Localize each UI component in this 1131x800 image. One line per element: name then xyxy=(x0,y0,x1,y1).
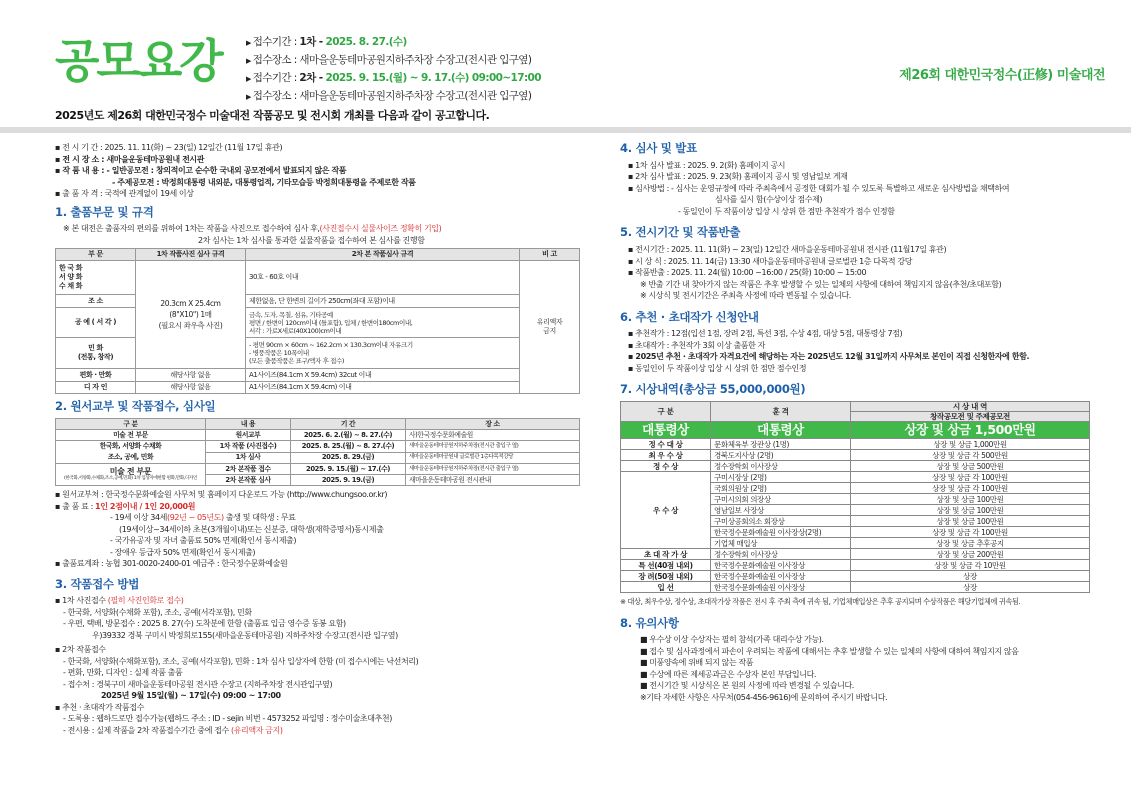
category-cell: 공 예 ( 서 각 ) xyxy=(56,308,136,338)
content-cell: 2차 본작품 접수 xyxy=(206,464,291,475)
info-line: ▪ 작 품 내 용 : - 일반공모전 : 창의적이고 순수한 국내외 공모전에서 발표되지 않은 작품 xyxy=(55,166,347,175)
header-line-1: ▶ 접수기간 : 1차 - 2025. 8. 27.(수) xyxy=(246,36,407,48)
note: ▪ 추천작가 : 12점(입선 1점, 장려 2점, 특선 3점, 수상 4점, 대상 5점, 대통령상 7점) xyxy=(628,329,903,339)
right-column xyxy=(620,142,1090,703)
col-header: 1차 작품사진 심사 규격 xyxy=(136,249,246,260)
info-line: ▪ 출 품 자 격 : 국적에 관계없이 19세 이상 xyxy=(55,189,194,198)
note: ▪ 1차 사진접수 (필히 사진인화로 접수) xyxy=(55,596,184,606)
group-cell: 한국화, 서양화 수채화 조소, 공예, 민화 xyxy=(56,441,206,464)
header-line-4: ▶ 접수장소 : 새마을운동테마공원지하주차장 수장고(전시관 입구옆) xyxy=(246,90,532,102)
date-cell: 2025. 8. 29.(금) xyxy=(291,452,406,464)
note: ■ 우수상 이상 수상자는 필히 참석(가족 대리수상 가능). xyxy=(640,635,824,645)
award-cell: 경북도지사상 (2명) xyxy=(711,450,851,461)
note: ▪ 원서교부처 : 한국정수문화예술원 사무처 및 홈페이지 다운로드 가능 (http://www.chungsoo.or.kr) xyxy=(55,490,388,500)
award-cell: 상장 및 상금 각 10만원 xyxy=(851,560,1090,571)
date-cell: 2025. 8. 25.(월) ~ 8. 27.(수) xyxy=(291,441,406,453)
note: ▪ 전시기간 : 2025. 11. 11(화) ~ 23(일) 12일간 새마을운동테마공원내 전시관 (11월17일 휴관) xyxy=(628,245,947,255)
category-cell: 한 국 화 서 양 화 수 채 화 xyxy=(56,260,136,294)
spec-cell: 금속, 도자, 목칠, 섬유, 기타공예 평면 / 한변이 120cm이내 (틀포함), 입체 / 한변이180cm이내, 서각 : 가로X세로(40X100)cm이내 xyxy=(246,308,520,338)
award-cell: 장 려(50점 내외) xyxy=(621,571,711,582)
award-cell: 상장 xyxy=(851,582,1090,593)
note: - 국가유공자 및 자녀 출품료 50% 면제(확인서 동시제출) xyxy=(110,536,297,546)
spec-cell: 30호 - 60호 이내 xyxy=(246,260,520,294)
date-cell: 2025. 6. 2.(월) ~ 8. 27.(수) xyxy=(291,430,406,441)
note: ■ 미풍양속에 위배 되지 않는 작품 xyxy=(640,658,754,668)
spec-cell: A1사이즈(84.1cm X 59.4cm) 이내 xyxy=(246,381,520,393)
note: ▪ 동일인이 두 작품이상 입상 시 상위 한 점만 점수인정 xyxy=(628,363,807,373)
date-cell: 2025. 9. 15.(월) ~ 17.(수) xyxy=(291,464,406,475)
place-cell: 새마을운동테마공원내 글로벌관 1층다목적강당 xyxy=(406,452,580,464)
award-cell: 구미상공회의소 회장상 xyxy=(711,516,851,527)
section-title: 5. 전시기간 및 작품반출 xyxy=(620,225,741,240)
note: ▪ 시 상 식 : 2025. 11. 14(금) 13:30 새마을운동테마공원내 글로벌관 1층 다목적 강당 xyxy=(628,256,913,266)
award-cell: 상장 xyxy=(851,571,1090,582)
info-line: ▪ 전 시 장 소 : 새마을운동테마공원내 전시관 xyxy=(55,154,205,164)
note: ※기타 자세한 사항은 사무처(054-456-9616)에 문의하여 주시기 바랍니다. xyxy=(640,692,888,702)
category-cell: 조 소 xyxy=(56,294,136,307)
section-title: 3. 작품접수 방법 xyxy=(55,576,140,591)
note: (19세이상~34세이하 초본(3개월이내)또는 신분증, 대학생(재학증명서)동시제출 xyxy=(119,524,384,534)
award-cell: 상장 및 상금 각 100만원 xyxy=(851,472,1090,483)
award-cell: 우 수 상 xyxy=(621,472,711,549)
award-cell: 상장 및 상금 100만원 xyxy=(851,505,1090,516)
category-cell: 민 화 (전통, 창작) xyxy=(56,338,136,369)
note: ※ 시상식 및 전시기간은 주최측 사정에 따라 변동될 수 있습니다. xyxy=(640,291,851,301)
award-cell: 상장 및 상금 100만원 xyxy=(851,494,1090,505)
award-cell: 한국정수문화예술원 이사장상(2명) xyxy=(711,527,851,538)
award-cell: 영남일보 사장상 xyxy=(711,505,851,516)
award-cell: 문화체육부 장관상 (1명) xyxy=(711,439,851,450)
divider xyxy=(0,127,1131,133)
section-title: 6. 추천 · 초대작가 신청안내 xyxy=(620,309,759,324)
intro-text: 2025년도 제26회 대한민국정수 미술대전 작품공모 및 전시회 개최를 다음과 같이 공고합니다. xyxy=(55,109,490,122)
note: - 한국화, 서양화(수채화 포함), 조소, 공예(서각포함), 민화 xyxy=(63,607,252,617)
note: - 접수처 : 경북구미 새마을운동테마공원 전시관 수장고 (지하주차장 전시관입구옆) xyxy=(63,679,333,689)
note: ▪ 출품료계좌 : 농협 301-0020-2400-01 예금주 : 한국정수문화예술원 xyxy=(55,559,288,569)
section-title: 8. 유의사항 xyxy=(620,615,679,630)
col-header: 창작공모전 및 주제공모전 xyxy=(851,412,1090,422)
col-header: 비 고 xyxy=(520,249,580,260)
award-cell: 상장 및 상금 100만원 xyxy=(851,516,1090,527)
note: 2차 심사는 1차 심사를 통과한 실물작품을 접수하여 본 심사를 진행함 xyxy=(198,235,425,245)
category-cell: 편화 · 만화 xyxy=(56,369,136,381)
header-line-2: ▶ 접수장소 : 새마을운동테마공원지하주차장 수장고(전시관 입구옆) xyxy=(246,54,532,66)
note: ▪ 출 품 료 : 1인 2점이내 / 1인 20,000원 xyxy=(55,501,196,511)
grand-prize-cell: 대통령상 xyxy=(711,422,851,439)
page-title: 공모요강 xyxy=(55,34,221,88)
grand-prize-cell: 상장 및 상금 1,500만원 xyxy=(851,422,1090,439)
note: - 한국화, 서양화(수채화포함), 조소, 공예(서각포함), 민화 : 1차 심사 입상자에 한함 (미 접수시에는 낙선처리) xyxy=(63,656,419,666)
award-cell: 정 수 상 xyxy=(621,461,711,472)
spec-cell: A1사이즈(84.1cm X 59.4cm) 32cut 이내 xyxy=(246,369,520,381)
note: - 전시용 : 실제 작품을 2차 작품접수기간 중에 접수 (유리액자 금지) xyxy=(63,725,283,735)
award-cell: 구미시장상 (2명) xyxy=(711,472,851,483)
award-cell: 상장 및 상금 500만원 xyxy=(851,461,1090,472)
note: ※ 본 대전은 출품자의 편의를 위하여 1차는 작품을 사진으로 접수하여 심사 후,(사진접수시 실물사이즈 정확히 기입) xyxy=(63,224,442,234)
note: ■ 전시기간 및 시상식은 본 원의 사정에 따라 변경될 수 있습니다. xyxy=(640,681,854,691)
section-title: 4. 심사 및 발표 xyxy=(620,141,697,155)
note: - 동일인이 두 작품이상 입상 시 상위 한 점만 추천작가 점수 인정함 xyxy=(678,206,895,216)
award-cell: 국회의원상 (2명) xyxy=(711,483,851,494)
content-cell: 2차 본작품 심사 xyxy=(206,475,291,486)
col-header: 부 문 xyxy=(56,249,136,260)
photo-spec-cell: 해당사항 없음 xyxy=(136,381,246,393)
section-title: 1. 출품부문 및 규격 xyxy=(55,204,154,219)
note: ▪ 2025년 추천 · 초대작가 자격요건에 해당하는 자는 2025년도 12월 31일까지 사무처로 본인이 직접 신청한자에 한함. xyxy=(628,352,1030,362)
award-cell: 정수장학회 이사장상 xyxy=(711,461,851,472)
award-cell: 상장 및 상금 각 100만원 xyxy=(851,527,1090,538)
note: ▪ 2차 심사 발표 : 2025. 9. 23(화) 홈페이지 공시 및 영남일보 게재 xyxy=(628,172,848,182)
col-header: 장 소 xyxy=(406,419,580,430)
award-cell: 상장 및 상금 추후공지 xyxy=(851,538,1090,549)
category-cell: 디 자 인 xyxy=(56,381,136,393)
content-cell: 원서교부 xyxy=(206,430,291,441)
note: - 19세 이상 34세(92년 ~ 05년도) 출생 및 대학생 : 무료 xyxy=(110,513,296,523)
place-cell: 사)한국정수문화예술원 xyxy=(406,430,580,441)
note: 심사를 실시 함(수상이상 점수제) xyxy=(715,195,823,205)
note: 우)39332 경북 구미시 박정희로155(새마을운동테마공원) 지하주차장 수장고(전시관 입구옆) xyxy=(92,630,398,640)
note: ▪ 2차 작품접수 xyxy=(55,645,106,655)
award-cell: 한국정수문화예술원 이사장상 xyxy=(711,560,851,571)
header xyxy=(0,0,1131,135)
award-cell: 상장 및 상금 각 100만원 xyxy=(851,483,1090,494)
award-cell: 특 선(40점 내외) xyxy=(621,560,711,571)
category-table xyxy=(55,248,580,394)
info-line: - 주제공모전 : 박정희대통령 내외분, 대통령업적, 기타모습등 박정희대통령을 주제로한 작품 xyxy=(112,177,416,187)
header-line-3: ▶ 접수기간 : 2차 - 2025. 9. 15.(월) ~ 9. 17.(수) 09:00~17:00 xyxy=(246,72,541,84)
content-cell: 1차 심사 xyxy=(206,452,291,464)
section-title: 7. 시상내역(총상금 55,000,000원) xyxy=(620,382,806,397)
left-column xyxy=(55,142,580,736)
note: ▪ 심사방법 : - 심사는 운영규정에 따라 주최측에서 공정한 대회가 될 수 있도록 특별하고 새로운 심사방법을 채택하여 xyxy=(628,183,1010,193)
note: ※ 반출 기간 내 찾아가지 않는 작품은 추후 발생할 수 있는 일체의 사항에 대하여 책임지지 않음(추천/초대포함) xyxy=(640,279,1002,289)
award-cell: 상장 및 상금 200만원 xyxy=(851,549,1090,560)
award-cell: 상장 및 상금 1,000만원 xyxy=(851,439,1090,450)
award-cell: 최 우 수 상 xyxy=(621,450,711,461)
col-header: 훈 격 xyxy=(711,402,851,422)
group-cell: 미술 전 부문 (한국화,서양화,수채화,조소,공예,민화) 1차 입상자에한함 편화,만화,디자인 xyxy=(56,464,206,486)
info-line: ▪ 전 시 기 간 : 2025. 11. 11(화) ~ 23(일) 12일간 (11월 17일 휴관) xyxy=(55,143,283,152)
spec-cell: 제한없음, 단 한변의 길이가 250cm(좌대 포함)이내 xyxy=(246,294,520,307)
note: - 우편, 택배, 방문접수 : 2025 8. 27(수) 도착분에 한함 (출품료 입금 영수증 동봉 요함) xyxy=(63,619,346,629)
note: ▪ 작품반출 : 2025. 11. 24(월) 10:00 ~16:00 / 25(화) 10:00 ~ 15:00 xyxy=(628,268,867,278)
note: - 도록용 : 웹하드로만 접수가능(웹하드 주소 : ID - sejin 비번 - 4573252 파일명 : 정수미술초대추천) xyxy=(63,714,392,724)
award-cell: 구미시의회 의장상 xyxy=(711,494,851,505)
award-cell: 정 수 대 상 xyxy=(621,439,711,450)
place-cell: 새마을운동테마공원 전시관내 xyxy=(406,475,580,486)
note: ▪ 초대작가 : 추천작가 3회 이상 출품한 자 xyxy=(628,340,765,350)
col-header: 기 간 xyxy=(291,419,406,430)
place-cell: 새마을운동테마공원지하주차장(전시관 출입구 옆) xyxy=(406,441,580,453)
remark-cell: 유리액자 금지 xyxy=(520,260,580,394)
note: - 장애우 등급자 50% 면제(확인서 동시제출) xyxy=(110,547,256,557)
note: - 편화, 만화, 디자인 : 실제 작품 출품 xyxy=(63,668,183,678)
event-name: 제26회 대한민국정수(正修) 미술대전 xyxy=(899,68,1105,83)
grand-prize-cell: 대통령상 xyxy=(621,422,711,439)
award-cell: 한국정수문화예술원 이사장상 xyxy=(711,582,851,593)
schedule-table xyxy=(55,418,580,486)
award-cell: 한국정수문화예술원 이사장상 xyxy=(711,571,851,582)
col-header: 시 상 내 역 xyxy=(851,402,1090,412)
note: ※ 대상, 최우수상, 정수상, 초대작가상 작품은 전시 후 주최 측에 귀속 됨, 기업체매입상은 추후 공지되며 수상작품은 해당기업체에 귀속됨. xyxy=(620,597,1021,607)
award-cell: 기업체 매입상 xyxy=(711,538,851,549)
award-table xyxy=(620,401,1090,593)
group-cell: 미술 전 부문 xyxy=(56,430,206,441)
award-cell: 상장 및 상금 각 500만원 xyxy=(851,450,1090,461)
note: 2025년 9월 15일(월) ~ 17일(수) 09:00 ~ 17:00 xyxy=(101,691,281,701)
photo-spec-cell: 해당사항 없음 xyxy=(136,369,246,381)
date-cell: 2025. 9. 19.(금) xyxy=(291,475,406,486)
award-cell: 정수장학회 이사장상 xyxy=(711,549,851,560)
col-header: 구 분 xyxy=(56,419,206,430)
note: ■ 접수 및 심사과정에서 파손이 우려되는 작품에 대해서는 추후 발생할 수 있는 일체의 사항에 대하여 책임지지 않음 xyxy=(640,646,1019,656)
col-header: 2차 본 작품심사 규격 xyxy=(246,249,520,260)
col-header: 내 용 xyxy=(206,419,291,430)
note: ■ 수상에 따른 제세공과금은 수상자 본인 부담입니다. xyxy=(640,669,817,679)
spec-cell: - 평면 90cm × 60cm ~ 162.2cm × 130.3cm이내 자유크기 - 병풍작품은 10폭이내 (모든 출품작품은 표구/액자 후 접수) xyxy=(246,338,520,369)
photo-spec-cell: 20.3cm X 25.4cm (8"X10") 1매 (필요시 좌우측 사진) xyxy=(136,260,246,369)
note: ▪ 1차 심사 발표 : 2025. 9. 2(화) 홈페이지 공시 xyxy=(628,160,786,170)
section-title: 2. 원서교부 및 작품접수, 심사일 xyxy=(55,399,216,414)
col-header: 구 분 xyxy=(621,402,711,422)
place-cell: 새마을운동테마공원지하주차장(전시관 출입구 옆) xyxy=(406,464,580,475)
award-cell: 입 선 xyxy=(621,582,711,593)
content-cell: 1차 작품 (사진접수) xyxy=(206,441,291,453)
note: ▪ 추천 · 초대작가 작품접수 xyxy=(55,702,145,712)
award-cell: 초 대 작 가 상 xyxy=(621,549,711,560)
